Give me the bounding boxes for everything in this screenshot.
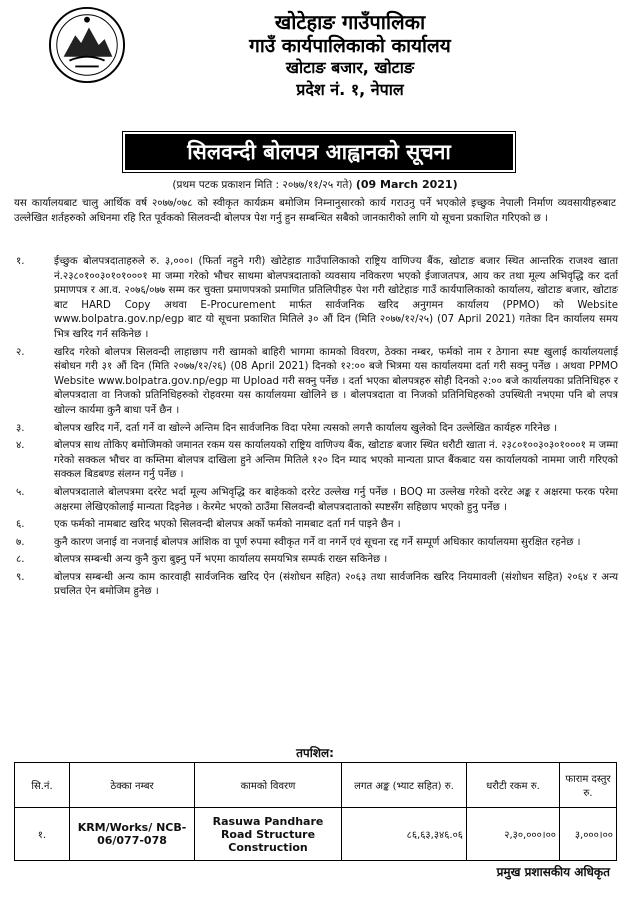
col-header: फाराम दस्तुर रु. (560, 763, 617, 808)
table-row (15, 808, 617, 861)
condition-item (14, 255, 618, 343)
cell-estimate: ८६,६३,३४६.०६ (342, 808, 467, 861)
col-header: ठेक्का नम्बर (70, 763, 195, 808)
col-header: लगत अङ्क (भ्याट सहित) रु. (342, 763, 467, 808)
item-number: ८. (16, 554, 25, 566)
condition-item (14, 422, 618, 437)
item-number: १. (16, 256, 25, 267)
col-header: धरौटी रकम रु. (467, 763, 560, 808)
condition-item (14, 536, 618, 551)
condition-item (14, 486, 618, 515)
item-number: २. (16, 346, 25, 358)
intro-paragraph: यस कार्यालयबाट चालु आर्थिक वर्ष २०७७/०७८ को स्वीकृत कार्यक्रम बमोजिम निम्नानुसारको कार्य गराउनु पर्ने भएकोले इच्छुक नेपाली निर्माण व्यवसायीहरुबाट उल्लेखित शर्तहरुको अधिनमा रहि रित पूर्वकको सिलवन्दी बोलपत्र पेश गर्नु हुन सम्बन्धित सबैको जानकारीको लागि यो सूचना प्रकाशित गरिएको छ । (14, 198, 616, 224)
municipality-name: खोटेहाङ गाउँपालिका (274, 10, 426, 34)
item-text: बोलपत्र सम्बन्धी अन्य कुनै कुरा बुझ्नु पर्ने भएमा कार्यालय समयभित्र सम्पर्क राख्न सकिनेछ । (54, 554, 388, 566)
item-text: ईच्छुक बोलपत्रदाताहरुले रु. ३,०००। (फिर्ता नहुने गरी) खोटेहाङ गाउँपालिकाको राष्ट्रिय वाणिज्य बैंक, खोटाङ बजार स्थित आन्तरिक राजश्व खाता नं.२३८०१००३०१०१०००१ मा जम्मा गरेको भौचर साथमा बोलपत्रदाताको व्यवसाय नविकरण भएको ईजाजतपत्र, आय कर तथा मूल्य अभिवृद्धि कर दर्ता प्रमाणपत्र र आ.व. २०७६/०७७ सम्म कर चुक्ता प्रमाणपत्रको प्रमाणित प्रतिलिपीहरु पेश गरी खोटेहाङ गाउँ कार्यपालिकाको कार्यालय, खोटाङ बजार, खोटाङ बाट HARD Copy अथवा E-Procurement मार्फत सार्वजनिक खरिद अनुगमन कार्यालय (PPMO) को Website www.bolpatra.gov.np/egp बाट यो सूचना प्रकाशित मितिले ३० औं दिन (मिति २०७७/१२/२५) (07 April 2021) गतेका दिन कार्यालय समय भित्र खरिद गर्न सकिनेछ । (54, 256, 618, 340)
col-header: कामको विवरण (195, 763, 342, 808)
item-number: ६. (16, 519, 25, 531)
cell-deposit: २,३०,०००।०० (467, 808, 560, 861)
item-text: कुनै कारण जनाई वा नजनाई बोलपत्र आंशिक वा पूर्ण रुपमा स्वीकृत गर्ने वा नगर्ने एवं सूचना रद्द गर्ने सम्पूर्ण अधिकार कार्यालयमा सुरक्षित रहनेछ । (54, 536, 581, 548)
province: प्रदेश नं. १, नेपाल (296, 80, 404, 99)
cell-work-description: Rasuwa Pandhare Road Structure Construction (195, 808, 342, 861)
item-number: ९. (16, 571, 25, 583)
condition-item (14, 571, 618, 600)
contract-table (14, 762, 617, 861)
publish-date-english: (09 March 2021) (355, 178, 458, 191)
publish-date (0, 178, 630, 192)
cell-fee: ३,०००।०० (560, 808, 617, 861)
schedule-heading: तपशिल: (296, 746, 334, 760)
nepal-emblem-icon (48, 6, 126, 84)
condition-item (14, 518, 618, 533)
cell-contract-no: KRM/Works/ NCB-06/077-078 (70, 808, 195, 861)
item-text: खरिद गरेको बोलपत्र सिलवन्दी लाहाछाप गरी खामको बाहिरी भागमा कामको विवरण, ठेक्का नम्बर, फर्मको नाम र ठेगाना स्पष्ट खुलाई कार्यालयलाई संबोधन गरी ३१ औं दिन (मिति २०७७/१२/२६) (08 April 2021) दिनको १२:०० बजे भित्रमा यस कार्यालयमा दर्ता गरी सक्नु पर्नेछ । अथवा PPMO Website www.bolpatra.gov.np/egp मा Upload गरी सक्नु पर्नेछ । दर्ता भएका बोलपत्रहरु सोही दिनको २:०० बजे कार्यालयका प्रतिनिधिहरु र बोलपत्रदाता वा निजको प्रतिनिधिहरुको रोहवरमा यस कार्यालयमा खोलिने छ । बोलपत्रदाता वा निजको प्रतिनिधिहरुको उपस्थिती नभएमा पनि बो लपत्र खोल्न कार्यमा कुनै बाधा पर्ने छैन । (54, 346, 618, 416)
table-header-row (15, 763, 617, 808)
condition-item (14, 346, 618, 419)
office-address: खोटाङ बजार, खोटाङ (285, 58, 415, 77)
item-text: बोलपत्र साथ तोकिए बमोजिमको जमानत रकम यस कार्यालयको राष्ट्रिय वाणिज्य बैंक, खोटाङ बजार स्थित धरौटी खाता नं. २३८०१००३०३०१०००१ म जम्मा गरेको सक्कल भौचर वा कम्तिमा बोलपत्र दाखिला हुने अन्तिम मितिले १२० दिन म्याद भएको मान्यता प्राप्त बैंकबाट यस कार्यालयको नाममा जारी गरिएको सक्कल बिडबण्ड संलग्न गर्नु पर्नेछ । (54, 440, 618, 481)
item-number: ४. (16, 440, 25, 452)
item-number: ५. (16, 486, 25, 498)
condition-item (14, 553, 618, 568)
condition-item (14, 439, 618, 483)
item-number: ७. (16, 536, 25, 548)
cell-sn: १. (15, 808, 70, 861)
publish-date-nepali: (प्रथम पटक प्रकाशन मिति : २०७७/११/२५ गते) (172, 179, 353, 191)
office-name: गाउँ कार्यपालिकाको कार्यालय (249, 35, 451, 57)
item-text: बोलपत्र खरिद गर्ने, दर्ता गर्ने वा खोल्ने अन्तिम दिन सार्वजनिक विदा परेमा त्यसको लगत्तै कार्यालय खुलेको दिन उल्लेखित कार्यहरु गरिनेछ । (54, 422, 558, 434)
notice-title: सिलवन्दी बोलपत्र आह्वानको सूचना (125, 134, 513, 170)
signatory-title: प्रमुख प्रशासकीय अधिकृत (496, 865, 610, 879)
conditions-list (14, 255, 618, 603)
item-text: बोलपत्र सम्बन्धी अन्य काम कारवाही सार्वजनिक खरिद ऐन (संशोधन सहित) २०६३ तथा सार्वजनिक खरिद नियमावली (संशोधन सहित) २०६४ र अन्य प्रचलित ऐन बमोजिम हुनेछ । (54, 571, 618, 598)
item-text: बोलपत्रदाताले बोलपत्रमा दररेट भर्दा मूल्य अभिवृद्धि कर बाहेकको दररेट उल्लेख गर्नु पर्नेछ । BOQ मा उल्लेख गरेको दररेट अङ्क र अक्षरमा फरक परेमा अक्षरमा लेखिएकोलाई मान्यता दिइनेछ । केरमेट भएको ठाउँमा सिलवन्दी बोलपत्रदाताको स्पष्टसँग सहिछाप भएको हुनु पर्नेछ । (54, 486, 618, 513)
col-header: सि.नं. (15, 763, 70, 808)
item-number: ३. (16, 422, 25, 434)
item-text: एक फर्मको नामबाट खरिद भएको सिलवन्दी बोलपत्र अर्को फर्मको नामबाट दर्ता गर्न पाइने छैन । (54, 519, 401, 531)
